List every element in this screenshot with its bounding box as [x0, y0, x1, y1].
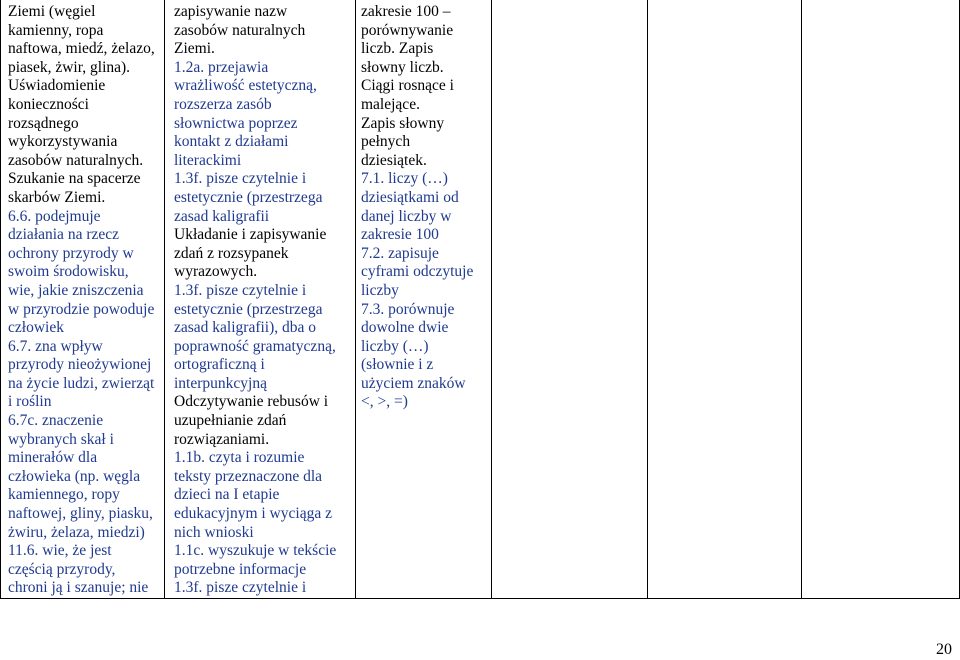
- text-line: słowny liczb.: [361, 58, 444, 76]
- text-line: swoim środowisku,: [8, 263, 129, 281]
- table-cell-nature: [8, 3, 155, 598]
- text-line: Zapis słowny: [361, 114, 445, 132]
- text-line: naftowa, miedź, żelazo,: [8, 40, 155, 58]
- text-line: działania na rzecz: [8, 226, 119, 244]
- text-line: 1.1c. wyszukuje w tekście: [174, 542, 337, 560]
- text-line: słownictwa poprzez: [174, 114, 298, 132]
- text-line: żwiru, żelaza, miedzi): [8, 523, 145, 541]
- text-line: liczby: [361, 281, 399, 299]
- text-line: cyframi odczytuje: [361, 263, 474, 281]
- text-line: kamienny, ropa: [8, 21, 104, 39]
- text-line: wykorzystywania: [8, 133, 118, 151]
- text-line: dowolne dwie: [361, 319, 449, 337]
- text-line: potrzebne informacje: [174, 560, 307, 578]
- text-line: porównywanie: [361, 21, 454, 39]
- text-line: 1.3f. pisze czytelnie i: [174, 579, 307, 597]
- text-line: 7.3. porównuje: [361, 300, 455, 318]
- table-cell-math: [361, 3, 473, 412]
- text-line: konieczności: [8, 95, 89, 113]
- text-line: rozwiązaniami.: [174, 430, 270, 448]
- text-line: dziesiątek.: [361, 151, 427, 169]
- text-line: skarbów Ziemi.: [8, 188, 106, 206]
- text-line: Ziemi (węgiel: [8, 3, 96, 20]
- text-line: w przyrodzie powoduje: [8, 300, 155, 318]
- text-line: poprawność gramatyczną,: [174, 337, 336, 355]
- text-line: człowiek: [8, 319, 64, 337]
- text-line: interpunkcyjną: [174, 374, 267, 392]
- text-line: piasek, żwir, glina).: [8, 58, 131, 76]
- text-line: zasad kaligrafii), dba o: [174, 319, 317, 337]
- text-line: teksty przeznaczone dla: [174, 467, 323, 485]
- text-line: i roślin: [8, 393, 52, 411]
- text-line: 7.1. liczy (…): [361, 170, 448, 188]
- text-line: rozsądnego: [8, 114, 79, 132]
- text-line: pełnych: [361, 133, 411, 151]
- text-line: zakresie 100: [361, 226, 439, 244]
- text-line: użyciem znaków: [361, 374, 466, 392]
- text-line: Ciągi rosnące i: [361, 77, 454, 95]
- text-line: literackimi: [174, 151, 242, 169]
- text-line: nich wnioski: [174, 523, 254, 541]
- text-line: 6.6. podejmuje: [8, 207, 101, 225]
- text-line: Odczytywanie rebusów i: [174, 393, 329, 411]
- text-line: 11.6. wie, że jest: [8, 542, 112, 560]
- text-line: wrażliwość estetyczną,: [174, 77, 317, 95]
- text-line: zapisywanie nazw: [174, 3, 288, 20]
- text-line: 7.2. zapisuje: [361, 244, 439, 262]
- text-line: dziesiątkami od: [361, 188, 459, 206]
- text-line: na życie ludzi, zwierząt: [8, 374, 155, 392]
- text-line: estetycznie (przestrzega: [174, 188, 323, 206]
- text-line: wyrazowych.: [174, 263, 258, 281]
- text-line: danej liczby w: [361, 207, 452, 225]
- text-line: Układanie i zapisywanie: [174, 226, 327, 244]
- text-line: zakresie 100 –: [361, 3, 451, 20]
- text-line: częścią przyrody,: [8, 560, 116, 578]
- text-line: 1.2a. przejawia: [174, 58, 269, 76]
- text-line: liczby (…): [361, 337, 429, 355]
- text-line: rozszerza zasób: [174, 95, 272, 113]
- text-line: zasobów naturalnych.: [8, 151, 144, 169]
- text-line: Uświadomienie: [8, 77, 106, 95]
- table-cell-polish: [174, 3, 336, 598]
- text-line: przyrody nieożywionej: [8, 356, 152, 374]
- text-line: malejące.: [361, 95, 420, 113]
- text-line: edukacyjnym i wyciąga z: [174, 505, 332, 523]
- text-line: minerałów dla: [8, 449, 98, 467]
- text-line: 6.7c. znaczenie: [8, 412, 104, 430]
- text-line: wie, jakie zniszczenia: [8, 281, 144, 299]
- text-line: chroni ją i szanuje; nie: [8, 579, 149, 597]
- text-line: zasad kaligrafii: [174, 207, 270, 225]
- text-line: 1.3f. pisze czytelnie i: [174, 170, 307, 188]
- text-line: Szukanie na spacerze: [8, 170, 141, 188]
- text-line: (słownie i z: [361, 356, 434, 374]
- text-line: zdań z rozsypanek: [174, 244, 289, 262]
- text-line: Ziemi.: [174, 40, 215, 58]
- page-number: 20: [936, 641, 952, 658]
- text-line: 1.1b. czyta i rozumie: [174, 449, 305, 467]
- text-line: kamiennego, ropy: [8, 486, 120, 504]
- text-line: kontakt z działami: [174, 133, 289, 151]
- text-line: estetycznie (przestrzega: [174, 300, 323, 318]
- text-line: liczb. Zapis: [361, 40, 434, 58]
- text-line: człowieka (np. węgla: [8, 467, 141, 485]
- text-line: dzieci na I etapie: [174, 486, 280, 504]
- text-line: ortograficzną i: [174, 356, 265, 374]
- text-line: zasobów naturalnych: [174, 21, 306, 39]
- text-line: wybranych skał i: [8, 430, 114, 448]
- text-line: uzupełnianie zdań: [174, 412, 287, 430]
- text-line: <, >, =): [361, 393, 408, 411]
- text-line: 1.3f. pisze czytelnie i: [174, 281, 307, 299]
- text-line: ochrony przyrody w: [8, 244, 134, 262]
- text-line: naftowej, gliny, piasku,: [8, 505, 153, 523]
- text-line: 6.7. zna wpływ: [8, 337, 103, 355]
